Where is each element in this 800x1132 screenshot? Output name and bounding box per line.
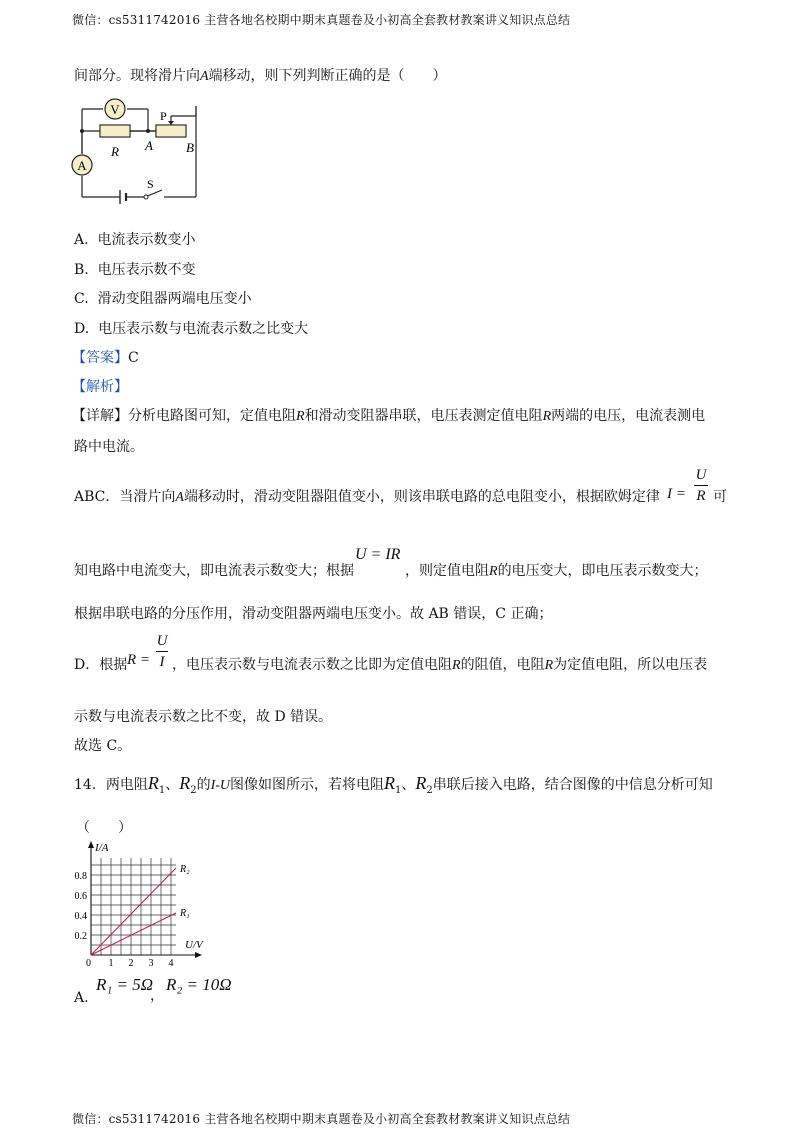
q14-option-a-r1: R₁ = 5Ω: [96, 975, 154, 994]
end-b-label: B: [186, 140, 194, 155]
line-r2: [91, 868, 176, 955]
y-tick-0.6: 0.6: [74, 891, 87, 902]
page-header: 微信：cs5311742016 主营各地名校期中期末真题卷及小初高全套教材教案讲义知识点总结: [72, 13, 571, 27]
circuit-diagram: [70, 94, 210, 212]
d-line-1a: D．根据: [74, 657, 128, 673]
r1-label: R₁: [180, 908, 190, 919]
x-tick-1: 1: [108, 958, 114, 969]
rheostat: [157, 126, 186, 137]
y-axis-label: I/A: [95, 842, 109, 854]
abc-line-1-end: 可: [713, 489, 727, 505]
detail-line-2: 路中电流。: [74, 439, 144, 455]
ohm-law-lhs: I =: [667, 486, 686, 502]
resistor-label: R: [111, 144, 119, 159]
ammeter-label: A: [77, 158, 87, 173]
end-a-label: A: [145, 138, 153, 153]
q14-option-a-r2: R₂ = 10Ω: [166, 975, 232, 994]
ohm-law-fraction: U R: [695, 467, 707, 504]
abc-line-1: ABC．当滑片向A端移动时，滑动变阻器阻值变小，则该串联电路的总电阻变小，根据欧姆定律: [74, 489, 660, 505]
option-a: A. 电流表示数变小: [74, 232, 196, 248]
detail-line-1: 【详解】分析电路图可知，定值电阻R和滑动变阻器串联，电压表测定值电阻R两端的电压，电流表测电: [72, 408, 706, 424]
x-tick-4: 4: [168, 958, 174, 969]
q14-paren: （ ）: [76, 820, 132, 836]
x-tick-2: 2: [128, 958, 134, 969]
option-d: D. 电压表示数与电流表示数之比变大: [74, 321, 309, 337]
page-footer: 微信：cs5311742016 主营各地名校期中期末真题卷及小初高全套教材教案讲义知识点总结: [72, 1112, 571, 1126]
q14-stem: 14．两电阻$R_1$、$R_2$的I-U图像如图所示，若将电阻$R_1$、$R_2$串联后接入电路，结合图像的中信息分析可知: [74, 773, 713, 796]
choose-line: 故选 C。: [74, 738, 132, 754]
answer-line: [72, 347, 139, 367]
slider-label: P: [160, 109, 167, 123]
y-tick-0.8: 0.8: [74, 871, 87, 882]
r2-label: R₂: [180, 864, 190, 875]
x-axis-label: U/V: [185, 939, 203, 951]
voltmeter-label: V: [110, 102, 120, 117]
switch-label: S: [147, 177, 154, 191]
uir-formula: U = IR: [355, 546, 401, 563]
d-line-1b: ，电压表示数与电流表示数之比即为定值电阻R的阻值，电阻R为定值电阻，所以电压表: [172, 657, 708, 673]
abc-line-2: 知电路中电流变大，即电流表示数变大；根据: [74, 563, 354, 579]
question-stem: 间部分。现将滑片向A端移动，则下列判断正确的是（ ）: [74, 68, 447, 84]
resistor-r: [101, 126, 130, 137]
answer-tag: 【答案】: [72, 350, 128, 366]
analysis-tag: 【解析】: [72, 379, 128, 395]
abc-line-3: 根据串联电路的分压作用，滑动变阻器两端电压变小。故 AB 错误，C 正确；: [74, 606, 553, 622]
q14-option-a-letter: A.: [74, 990, 89, 1006]
line-r1: [91, 913, 176, 955]
answer-value: C: [128, 350, 139, 366]
option-c: C. 滑动变阻器两端电压变小: [74, 291, 252, 307]
x-tick-3: 3: [148, 958, 154, 969]
r-formula-lhs: R =: [127, 652, 151, 668]
option-b: B. 电压表示数不变: [74, 262, 196, 278]
y-tick-0.4: 0.4: [74, 911, 87, 922]
d-line-2: 示数与电流表示数之比不变，故 D 错误。: [74, 709, 333, 725]
origin-label: 0: [86, 958, 91, 969]
r-formula-fraction: U I: [156, 633, 168, 670]
q14-option-a-sep: ，: [150, 988, 164, 1004]
abc-line-2-tail: ，则定值电阻R的电压变大，即电压表示数变大；: [405, 563, 708, 579]
iu-graph: [66, 838, 206, 972]
y-tick-0.2: 0.2: [74, 931, 87, 942]
